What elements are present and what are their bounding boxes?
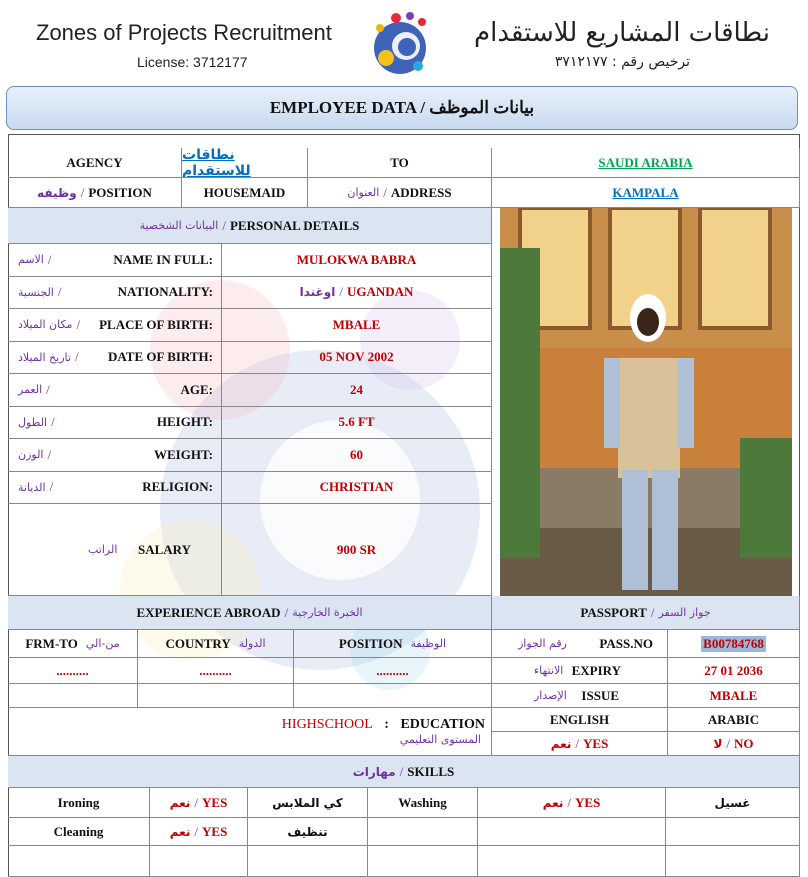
personal-row-value xyxy=(222,439,492,472)
passport-expiry-en: EXPIRY xyxy=(571,662,621,678)
separator: / xyxy=(76,316,81,332)
passport-no-ar: رقم الجواز xyxy=(518,637,567,650)
personal-row-label-ar: الديانة xyxy=(18,480,46,494)
personal-row-value-text: MULOKWA BABRA xyxy=(296,251,417,267)
address-value-text: KAMPALA xyxy=(612,184,679,200)
education-cell: HIGHSCHOOL : EDUCATION المستوى التعليمي xyxy=(8,708,492,756)
education-label-ar: المستوى التعليمي xyxy=(399,733,481,746)
agency-value-text: نطاقات للاستقدام xyxy=(182,148,251,178)
exp-empty-1 xyxy=(8,684,138,708)
brand-name-ar: نطاقات المشاريع للاستقدام xyxy=(474,18,770,48)
education-label: EDUCATION xyxy=(400,717,485,732)
skill-empty-7 xyxy=(368,846,478,877)
salary-value: 900 SR xyxy=(222,504,492,596)
personal-row-value-ar: اوغندا xyxy=(299,285,336,300)
personal-row-value xyxy=(222,277,492,310)
skill-ironing-yes-ar: نعم xyxy=(169,795,191,810)
skills-header: مهارات / SKILLS xyxy=(8,756,800,788)
personal-header-en: PERSONAL DETAILS xyxy=(229,217,360,233)
license-ar: ترخيص رقم : ٣٧١٢١٧٧ xyxy=(554,54,690,70)
passport-issue-label xyxy=(492,684,668,708)
arabic-value-ar: لا xyxy=(713,736,723,751)
skill-cleaning-en: Cleaning xyxy=(8,818,150,846)
skill-empty-1 xyxy=(368,818,478,846)
experience-header-en: EXPERIENCE ABROAD xyxy=(136,604,281,620)
position-value: HOUSEMAID xyxy=(182,178,308,208)
skills-header-en: SKILLS xyxy=(407,763,455,779)
passport-header: PASSPORT / جواز السفر xyxy=(492,596,800,630)
agency-label: AGENCY xyxy=(8,148,182,178)
english-value: نعم / YES xyxy=(492,732,668,756)
exp-col-frm-en: FRM-TO xyxy=(25,635,78,651)
personal-row-value-text: 24 xyxy=(350,381,363,397)
experience-header-ar: الخبرة الخارجية xyxy=(292,606,363,619)
personal-row-label xyxy=(8,342,222,375)
personal-row-label-ar: الطول xyxy=(18,415,48,429)
personal-row-label xyxy=(8,277,222,310)
address-label-cell: العنوان / ADDRESS xyxy=(308,178,492,208)
personal-row-label-ar: الجنسية xyxy=(18,285,54,299)
personal-row-value xyxy=(222,472,492,505)
skill-empty-5 xyxy=(150,846,248,877)
personal-row-value-text: 5.6 FT xyxy=(338,414,375,430)
exp-col-frm xyxy=(8,630,138,658)
brand-name-en: Zones of Projects Recruitment xyxy=(36,20,332,45)
skill-empty-2 xyxy=(478,818,666,846)
salary-label-cell xyxy=(8,504,222,596)
personal-row-label xyxy=(8,439,222,472)
arabic-value-en: NO xyxy=(734,735,754,751)
agency-value xyxy=(182,148,308,178)
skill-ironing-en: Ironing xyxy=(8,788,150,818)
personal-row-label xyxy=(8,309,222,342)
exp-row-country: .......... xyxy=(138,658,294,684)
passport-no-value xyxy=(668,630,800,658)
skill-empty-9 xyxy=(666,846,800,877)
skill-cleaning-yes: YES xyxy=(202,823,228,839)
skill-washing-en: Washing xyxy=(368,788,478,818)
personal-row-label-ar: الاسم xyxy=(18,253,44,267)
education-value: HIGHSCHOOL xyxy=(281,717,373,732)
personal-row-label-en: WEIGHT: xyxy=(154,446,213,462)
exp-empty-2 xyxy=(138,684,294,708)
personal-row-value xyxy=(222,374,492,407)
personal-row-label-ar: الوزن xyxy=(18,448,44,462)
personal-row-value-text: CHRISTIAN xyxy=(319,479,394,495)
personal-row-label-en: NAME IN FULL: xyxy=(113,251,213,267)
to-value xyxy=(492,148,800,178)
exp-col-country-en: COUNTRY xyxy=(165,635,231,651)
skill-empty-4 xyxy=(8,846,150,877)
skill-cleaning-ar: تنظيف xyxy=(248,818,368,846)
english-value-en: YES xyxy=(583,735,609,751)
exp-row-position: .......... xyxy=(294,658,492,684)
skill-washing-yes: YES xyxy=(575,794,601,810)
personal-row-label-en: RELIGION: xyxy=(142,479,213,495)
experience-header: EXPERIENCE ABROAD / الخبرة الخارجية xyxy=(8,596,492,630)
skill-washing-yes-ar: نعم xyxy=(542,795,564,810)
personal-row-value xyxy=(222,407,492,440)
personal-row-label xyxy=(8,374,222,407)
exp-col-position xyxy=(294,630,492,658)
position-label-ar: وظيفه xyxy=(37,185,77,200)
personal-header-ar: البيانات الشخصية xyxy=(139,219,219,232)
skill-ironing-value: نعم / YES xyxy=(150,788,248,818)
position-label-cell: وظيفه / POSITION xyxy=(8,178,182,208)
address-label-ar: العنوان xyxy=(347,186,380,199)
skill-ironing-ar: كي الملابس xyxy=(248,788,368,818)
skill-washing-value: نعم / YES xyxy=(478,788,666,818)
to-value-text: SAUDI ARABIA xyxy=(598,154,693,170)
exp-row-frm: .......... xyxy=(8,658,138,684)
personal-row-label-en: PLACE OF BIRTH: xyxy=(99,316,213,332)
passport-issue-ar: الإصدار xyxy=(534,689,567,702)
to-label: TO xyxy=(308,148,492,178)
passport-issue-en: ISSUE xyxy=(581,687,619,703)
skill-empty-8 xyxy=(478,846,666,877)
separator: / xyxy=(47,251,52,267)
separator: / xyxy=(339,284,343,300)
page-title: EMPLOYEE DATA / بيانات الموظف xyxy=(6,86,798,130)
passport-no-label xyxy=(492,630,668,658)
english-label: ENGLISH xyxy=(492,708,668,732)
separator: / xyxy=(46,381,50,397)
exp-empty-3 xyxy=(294,684,492,708)
skill-empty-3 xyxy=(666,818,800,846)
exp-col-country xyxy=(138,630,294,658)
passport-expiry-label xyxy=(492,658,668,684)
personal-row-value xyxy=(222,309,492,342)
skill-cleaning-value: نعم / YES xyxy=(150,818,248,846)
personal-row-value-text: 60 xyxy=(350,446,363,462)
exp-col-position-en: POSITION xyxy=(338,635,403,651)
salary-label-ar: الراتب xyxy=(88,543,118,556)
separator: / xyxy=(51,414,55,430)
passport-header-en: PASSPORT xyxy=(580,604,647,620)
personal-row-label-en: NATIONALITY: xyxy=(117,284,213,300)
skill-empty-6 xyxy=(248,846,368,877)
passport-expiry-ar: الانتهاء xyxy=(534,664,564,677)
personal-row-value xyxy=(222,244,492,277)
passport-expiry-value: 27 01 2036 xyxy=(668,658,800,684)
separator: / xyxy=(74,349,79,365)
skills-header-ar: مهارات xyxy=(352,764,396,779)
personal-row-value xyxy=(222,342,492,375)
skill-cleaning-yes-ar: نعم xyxy=(169,824,191,839)
personal-row-label xyxy=(8,244,222,277)
exp-col-position-ar: الوظيفة xyxy=(410,637,447,650)
employee-photo xyxy=(500,208,792,596)
separator: / xyxy=(49,479,54,495)
arabic-value: لا / NO xyxy=(668,732,800,756)
passport-issue-value: MBALE xyxy=(668,684,800,708)
personal-row-label-en: AGE: xyxy=(180,381,213,397)
company-logo-icon xyxy=(366,8,436,78)
separator: / xyxy=(47,446,52,462)
address-value xyxy=(492,178,800,208)
address-label: ADDRESS xyxy=(390,184,452,200)
personal-row-label xyxy=(8,472,222,505)
arabic-label: ARABIC xyxy=(668,708,800,732)
personal-row-label-ar: تاريخ الميلاد xyxy=(18,350,71,364)
exp-col-country-ar: الدولة xyxy=(238,637,266,650)
personal-row-value-text: UGANDAN xyxy=(346,284,414,300)
passport-no-en: PASS.NO xyxy=(599,635,653,651)
personal-row-label xyxy=(8,407,222,440)
personal-row-value-text: 05 NOV 2002 xyxy=(319,349,394,365)
personal-row-value-text: MBALE xyxy=(332,316,381,332)
personal-details-header: البيانات الشخصية / PERSONAL DETAILS xyxy=(8,208,492,244)
salary-label: SALARY xyxy=(138,541,191,557)
passport-header-ar: جواز السفر xyxy=(658,606,711,619)
exp-col-frm-ar: من-الي xyxy=(85,637,120,650)
position-label: POSITION xyxy=(88,184,152,200)
personal-row-label-ar: مكان الميلاد xyxy=(18,318,73,332)
personal-row-label-en: DATE OF BIRTH: xyxy=(108,349,213,365)
skill-ironing-yes: YES xyxy=(202,794,228,810)
passport-no-value-text: B00784768 xyxy=(703,635,764,651)
english-value-ar: نعم xyxy=(550,736,572,751)
personal-row-label-ar: العمر xyxy=(18,383,43,397)
personal-row-label-en: HEIGHT: xyxy=(156,414,213,430)
license-en: License: 3712177 xyxy=(137,54,248,70)
separator: / xyxy=(57,284,62,300)
skill-washing-ar: غسيل xyxy=(666,788,800,818)
